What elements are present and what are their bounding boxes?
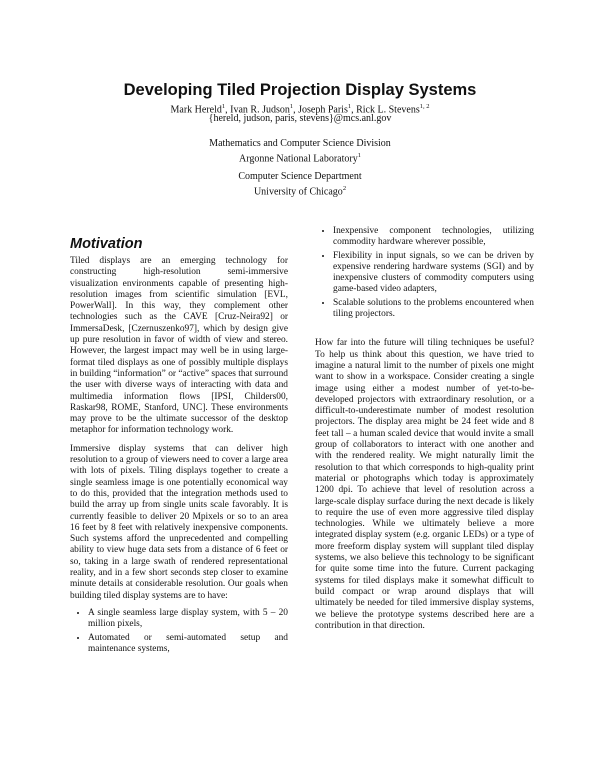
author-name: Joseph Paris (298, 104, 348, 116)
list-item: • A single seamless large display system, with 5 – 20 million pixels, (88, 608, 288, 631)
affiliation-sup: 2 (342, 185, 347, 192)
author-sup: 1 (289, 103, 294, 110)
author-name: Mark Hereld (170, 104, 222, 116)
list-item: • Flexibility in input signals, so we can be driven by expensive rendering hardware systems (SGI) and by inexpensive clusters of commodity computers using game-based video adapters, (333, 251, 534, 296)
affiliation-sup: 1 (357, 152, 361, 159)
affiliation-department: Computer Science Department (238, 171, 362, 182)
author-list: Mark Hereld$^1$, Ivan R. Judson$^1$, Joseph Paris$^1$, Rick L. Stevens$^{1, 2}$ (170, 103, 430, 116)
author-name: Ivan R. Judson (230, 104, 290, 116)
list-item: • Scalable solutions to the problems encountered when tiling projectors. (333, 298, 534, 321)
affiliation-division: Mathematics and Computer Science Division (209, 138, 391, 149)
list-item: • Automated or semi-automated setup and maintenance systems, (88, 633, 288, 656)
author-sup: 1, 2 (419, 103, 430, 110)
author-emails: {hereld, judson, paris, stevens}@mcs.anl.gov (208, 113, 392, 124)
affiliation-institution: Argonne National Laboratory (239, 153, 358, 165)
author-sup: 1 (347, 103, 352, 110)
affiliation-chicago (0, 171, 600, 198)
author-name: Rick L. Stevens (356, 104, 420, 116)
left-column (70, 236, 288, 661)
goals-list (70, 608, 288, 655)
body-paragraph: Tiled displays are an emerging technology for constructing high-resolution semi-immersive visualization environments capable of presenting high-resolution images from scientific simulation [EVL, PowerWall]. In this way, they complement other technologies such as the CAVE [Cruz-Neira92] or ImmersaDesk, [Czernuszenko97], which by design give up pure resolution in favor of width of view and stereo. However, the largest impact may well be in using large-format tiled displays as one of possibly multiple displays in building “information” or “active” spaces that surround the user with diverse ways of interacting with data and multimedia information flows [IPSI, Childers00, Raskar98, ROME, Stanford, UNC]. These environments may prove to be the ultimate successor of the desktop metaphor for information technology work. (70, 256, 288, 436)
affiliation-institution: University of Chicago (253, 186, 343, 198)
list-item: • Inexpensive component technologies, utilizing commodity hardware wherever possible, (333, 226, 534, 249)
body-paragraph: Immersive display systems that can deliver high resolution to a group of viewers need to cover a large area with lots of pixels. Tiling displays together to create a single seamless image is one potentially economical way to do this, provided that the integration methods used to build the array up from single units scale favorably. It is currently feasible to deliver 20 Mpixels or so to an area 16 feet by 8 feet with relatively inexpensive components. Such systems afford the unprecedented and compelling ability to view huge data sets from a distance of 6 feet or so, taking in a large swath of rendered representational reality, and in a few short seconds step closer to examine minute details at considerable resolution. Our goals when building tiled display systems are to have: (70, 443, 288, 601)
affiliation-argonne (0, 138, 600, 165)
right-column (315, 226, 534, 639)
section-heading-motivation: Motivation (70, 236, 143, 252)
body-paragraph: How far into the future will tiling techniques be useful? To help us think about this question, we have tried to imagine a natural limit to the number of pixels one might want to show in a workspace. Consider creating a single image using either a modest number of yet-to-be-developed projectors with extraordinary resolution, or a difficult-to-underestimate number of modest resolution projectors. The display area might be 24 feet wide and 8 feet tall – a human scaled device that would invite a small group of collaborators to interact with one another and with the rendered reality. We might naturally limit the resolution to that which corresponds to high-quality print material or photographs which today is approximately 1200 dpi. To achieve that level of resolution across a large-scale display surface during the next decade is likely to require the use of even more aggressive tiled display technologies. While we ultimately believe a more integrated display system (e.g. organic LEDs) or a type of more freeform display system will supplant tiled display systems, we also believe this technology to be significant for quite some time into the future. Current packaging systems for tiled displays make it somewhat difficult to build compact or wrap around displays that will ultimately be needed for tiled immersive display systems, we believe the prototype systems described here are a contribution in that direction. (315, 338, 535, 631)
goals-list-continued (315, 226, 534, 320)
author-sup: 1 (221, 103, 226, 110)
paper-title: Developing Tiled Projection Display Systems (123, 81, 477, 99)
